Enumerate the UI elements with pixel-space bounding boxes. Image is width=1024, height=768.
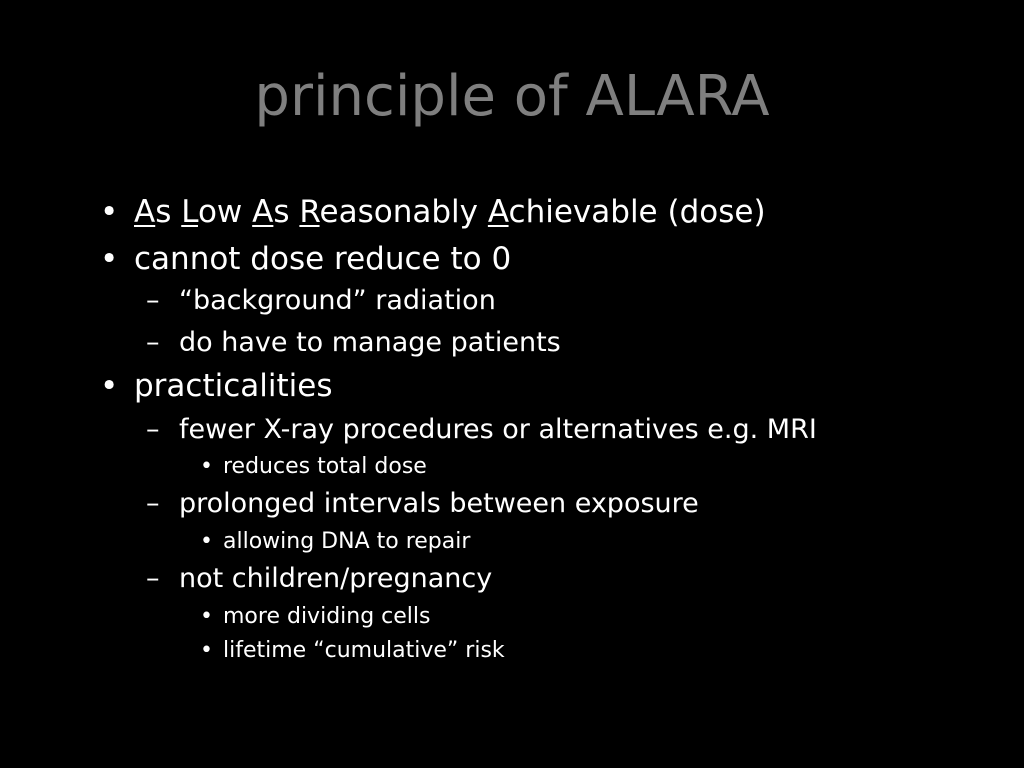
sub-sub-bullet-item: reduces total dose	[223, 454, 427, 479]
acronym-rest: ow	[197, 194, 253, 230]
acronym-initial: R	[299, 194, 320, 230]
dash-marker: –	[146, 414, 160, 445]
dash-marker: –	[146, 285, 160, 316]
dash-marker: –	[146, 327, 160, 358]
sub-sub-bullet-item: lifetime “cumulative” risk	[223, 638, 505, 663]
acronym-initial: A	[252, 194, 274, 230]
acronym-rest: easonably	[319, 194, 488, 230]
sub-sub-bullet-item: allowing DNA to repair	[223, 529, 471, 554]
bullet-marker: •	[100, 368, 119, 404]
sub-bullet-item: prolonged intervals between exposure	[179, 488, 699, 519]
acronym-initial: L	[181, 194, 198, 230]
bullet-marker: •	[200, 638, 213, 663]
acronym-rest: s	[155, 194, 182, 230]
bullet-item: practicalities	[134, 368, 333, 404]
acronym-initial: A	[134, 194, 156, 230]
bullet-item: cannot dose reduce to 0	[134, 241, 512, 277]
bullet-marker: •	[200, 454, 213, 479]
sub-bullet-item: “background” radiation	[179, 285, 496, 316]
sub-bullet-item: fewer X-ray procedures or alternatives e.g. MRI	[179, 414, 817, 445]
bullet-marker: •	[200, 604, 213, 629]
slide-title: principle of ALARA	[254, 64, 770, 129]
bullet-marker: •	[100, 241, 119, 277]
acronym-rest: chievable (dose)	[508, 194, 766, 230]
bullet-marker: •	[200, 529, 213, 554]
dash-marker: –	[146, 488, 160, 519]
bullet-alara-expansion	[134, 192, 766, 232]
sub-bullet-item: do have to manage patients	[179, 327, 561, 358]
sub-sub-bullet-item: more dividing cells	[223, 604, 431, 629]
sub-bullet-item: not children/pregnancy	[179, 563, 493, 594]
dash-marker: –	[146, 563, 160, 594]
bullet-marker: •	[100, 194, 119, 230]
acronym-rest: s	[273, 194, 300, 230]
acronym-initial: A	[487, 194, 509, 230]
